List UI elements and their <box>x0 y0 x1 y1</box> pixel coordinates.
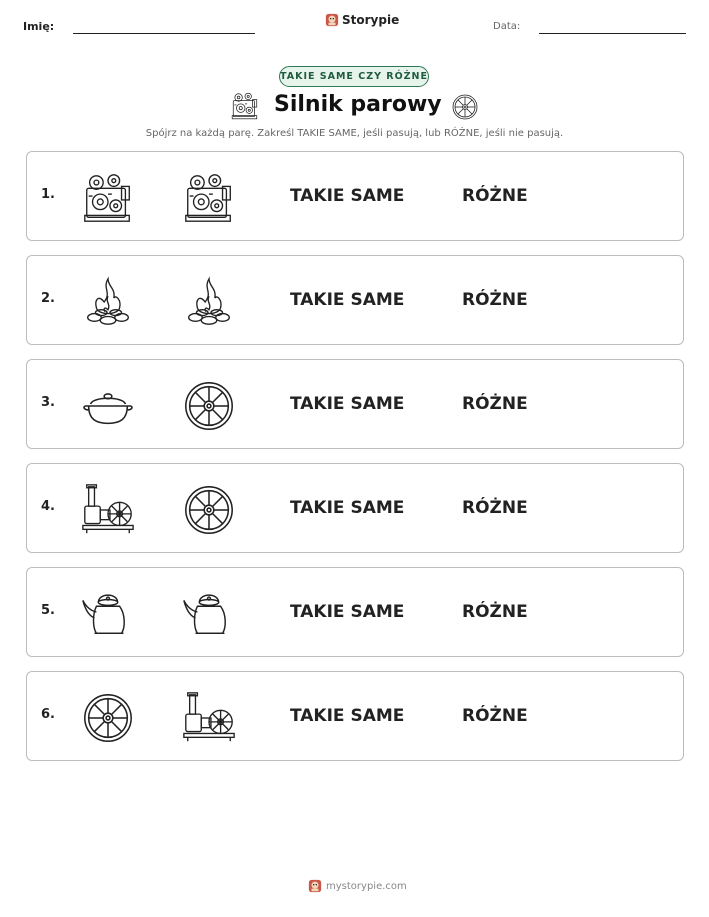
name-line[interactable] <box>73 33 255 34</box>
kettle-icon <box>180 585 238 643</box>
option-different[interactable]: RÓŻNE <box>462 602 528 622</box>
storypie-logo <box>325 13 399 27</box>
topic-badge: TAKIE SAME CZY RÓŻNE <box>279 66 429 87</box>
wheel-icon <box>180 377 238 435</box>
wheel-icon <box>450 92 480 122</box>
wheel-icon <box>79 689 137 747</box>
option-same[interactable]: TAKIE SAME <box>290 186 405 206</box>
option-same[interactable]: TAKIE SAME <box>290 394 405 414</box>
item-number: 6. <box>41 707 55 722</box>
item-row <box>26 567 684 657</box>
instructions: Spójrz na każdą parę. Zakreśl TAKIE SAME, jeśli pasują, lub RÓŻNE, jeśli nie pasują. <box>145 128 564 139</box>
option-different[interactable]: RÓŻNE <box>462 706 528 726</box>
option-same[interactable]: TAKIE SAME <box>290 498 405 518</box>
option-same[interactable]: TAKIE SAME <box>290 602 405 622</box>
date-line[interactable] <box>539 33 686 34</box>
machine-icon <box>79 169 137 227</box>
title-row <box>229 90 481 124</box>
campfire-icon <box>180 273 238 331</box>
date-label: Data: <box>493 21 521 32</box>
option-different[interactable]: RÓŻNE <box>462 498 528 518</box>
item-row <box>26 671 684 761</box>
item-number: 4. <box>41 499 55 514</box>
item-row <box>26 359 684 449</box>
steam-engine-icon <box>180 689 238 747</box>
item-row <box>26 255 684 345</box>
kettle-icon <box>79 585 137 643</box>
page-title: Silnik parowy <box>274 92 442 117</box>
item-number: 5. <box>41 603 55 618</box>
storypie-logo-icon <box>325 13 339 27</box>
option-different[interactable]: RÓŻNE <box>462 290 528 310</box>
footer-url[interactable]: mystorypie.com <box>326 880 407 892</box>
steam-engine-icon <box>79 481 137 539</box>
footer <box>308 879 407 893</box>
storypie-logo-icon <box>308 879 322 893</box>
option-different[interactable]: RÓŻNE <box>462 394 528 414</box>
brand-name: Storypie <box>342 13 400 27</box>
campfire-icon <box>79 273 137 331</box>
machine-icon <box>229 90 261 122</box>
wheel-icon <box>180 481 238 539</box>
item-number: 3. <box>41 395 55 410</box>
item-row <box>26 463 684 553</box>
name-label: Imię: <box>23 20 55 33</box>
item-number: 1. <box>41 187 55 202</box>
pot-icon <box>79 377 137 435</box>
option-different[interactable]: RÓŻNE <box>462 186 528 206</box>
item-number: 2. <box>41 291 55 306</box>
option-same[interactable]: TAKIE SAME <box>290 706 405 726</box>
machine-icon <box>180 169 238 227</box>
item-row <box>26 151 684 241</box>
option-same[interactable]: TAKIE SAME <box>290 290 405 310</box>
